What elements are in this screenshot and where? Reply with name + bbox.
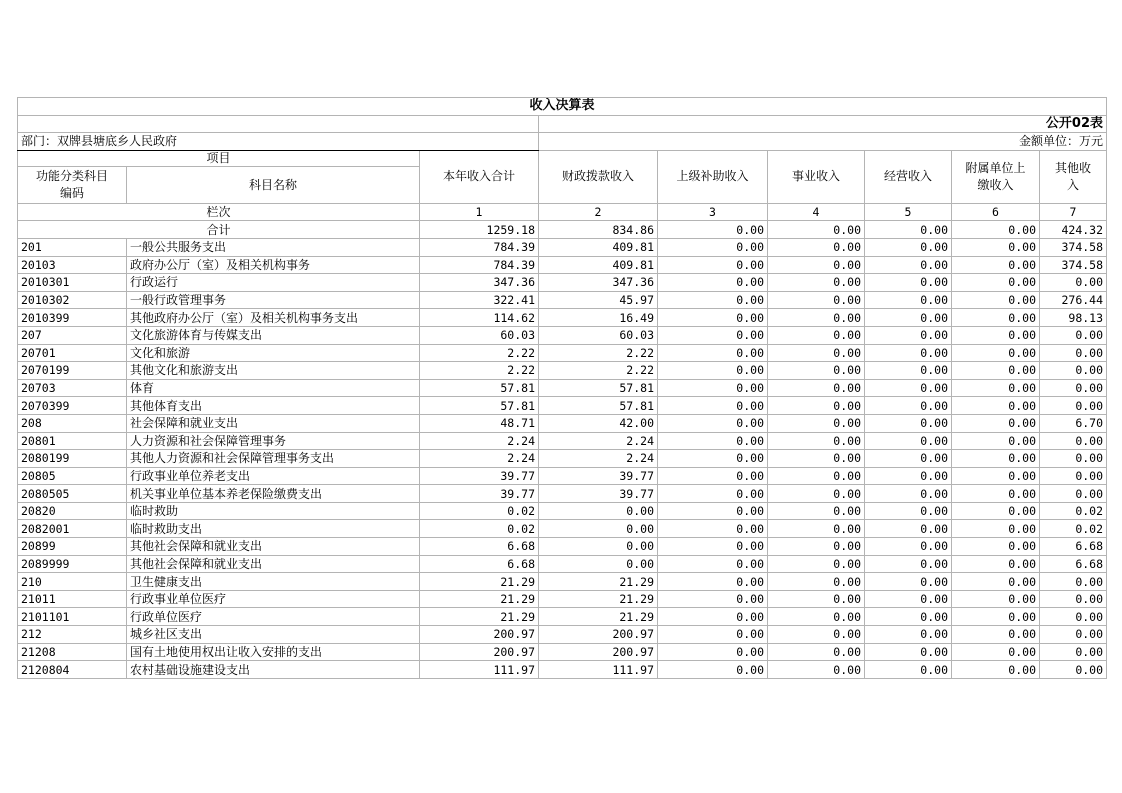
row-value: 6.68 [1040, 555, 1107, 573]
row-value: 2.22 [420, 362, 539, 380]
row-code: 20805 [18, 467, 127, 485]
row-code: 21011 [18, 590, 127, 608]
row-value: 0.00 [865, 432, 952, 450]
row-value: 0.00 [865, 520, 952, 538]
row-value: 0.00 [539, 502, 658, 520]
row-value: 0.00 [865, 590, 952, 608]
row-name: 人力资源和社会保障管理事务 [127, 432, 420, 450]
row-value: 0.00 [1040, 643, 1107, 661]
row-value: 0.00 [768, 432, 865, 450]
total-value: 0.00 [658, 221, 768, 239]
row-value: 0.00 [865, 362, 952, 380]
row-value: 2.22 [539, 344, 658, 362]
row-value: 0.00 [768, 502, 865, 520]
row-value: 0.00 [768, 344, 865, 362]
table-row [18, 485, 1107, 503]
row-value: 2.24 [539, 432, 658, 450]
row-value: 48.71 [420, 414, 539, 432]
row-value: 0.00 [768, 555, 865, 573]
row-value: 0.00 [539, 538, 658, 556]
row-value: 0.00 [952, 432, 1040, 450]
row-value: 0.00 [865, 256, 952, 274]
row-value: 347.36 [420, 274, 539, 292]
row-code: 2010399 [18, 309, 127, 327]
row-value: 0.00 [768, 414, 865, 432]
row-code: 212 [18, 626, 127, 644]
row-value: 0.00 [952, 238, 1040, 256]
row-value: 0.00 [952, 520, 1040, 538]
row-value: 0.00 [768, 309, 865, 327]
row-value: 0.00 [865, 414, 952, 432]
header-name: 科目名称 [127, 166, 420, 203]
row-value: 0.00 [865, 344, 952, 362]
row-code: 20701 [18, 344, 127, 362]
row-value: 0.00 [865, 467, 952, 485]
row-value: 57.81 [420, 379, 539, 397]
row-value: 21.29 [420, 590, 539, 608]
row-code: 208 [18, 414, 127, 432]
row-value: 21.29 [539, 573, 658, 591]
row-value: 0.00 [952, 467, 1040, 485]
row-value: 0.00 [658, 432, 768, 450]
row-code: 2080505 [18, 485, 127, 503]
row-value: 0.00 [658, 626, 768, 644]
total-value: 1259.18 [420, 221, 539, 239]
row-code: 2082001 [18, 520, 127, 538]
form-number-spacer [18, 115, 539, 133]
title-row [18, 98, 1107, 116]
table-row [18, 643, 1107, 661]
header-col-5: 经营收入 [865, 150, 952, 203]
row-value: 0.00 [768, 661, 865, 679]
row-code: 2070199 [18, 362, 127, 380]
total-label: 合计 [18, 221, 420, 239]
row-value: 0.00 [768, 397, 865, 415]
row-value: 0.00 [658, 362, 768, 380]
row-value: 0.00 [658, 238, 768, 256]
row-value: 0.00 [1040, 661, 1107, 679]
header-item: 项目 [18, 150, 420, 166]
table-row [18, 590, 1107, 608]
column-number-label: 栏次 [18, 203, 420, 221]
row-value: 0.00 [1040, 379, 1107, 397]
row-value: 0.00 [658, 643, 768, 661]
row-value: 0.00 [768, 467, 865, 485]
row-value: 0.00 [768, 643, 865, 661]
row-value: 0.00 [658, 291, 768, 309]
row-code: 20820 [18, 502, 127, 520]
row-value: 0.00 [1040, 362, 1107, 380]
row-value: 0.00 [952, 326, 1040, 344]
table-row [18, 274, 1107, 292]
table-row [18, 238, 1107, 256]
row-code: 2010301 [18, 274, 127, 292]
row-name: 国有土地使用权出让收入安排的支出 [127, 643, 420, 661]
row-value: 0.00 [658, 309, 768, 327]
department-label: 部门：双牌县塘底乡人民政府 [18, 133, 539, 151]
row-value: 98.13 [1040, 309, 1107, 327]
row-value: 0.00 [658, 326, 768, 344]
row-value: 21.29 [539, 590, 658, 608]
row-value: 16.49 [539, 309, 658, 327]
table-row [18, 309, 1107, 327]
row-value: 200.97 [420, 626, 539, 644]
row-value: 60.03 [539, 326, 658, 344]
row-value: 0.00 [658, 344, 768, 362]
row-value: 0.00 [865, 326, 952, 344]
header-col-4: 事业收入 [768, 150, 865, 203]
row-value: 2.24 [420, 432, 539, 450]
row-value: 0.00 [768, 362, 865, 380]
row-value: 0.00 [658, 555, 768, 573]
row-name: 社会保障和就业支出 [127, 414, 420, 432]
row-value: 39.77 [420, 485, 539, 503]
row-value: 0.00 [1040, 467, 1107, 485]
row-value: 6.68 [420, 555, 539, 573]
row-name: 文化旅游体育与传媒支出 [127, 326, 420, 344]
row-value: 0.00 [865, 608, 952, 626]
row-code: 201 [18, 238, 127, 256]
row-value: 114.62 [420, 309, 539, 327]
header-code: 功能分类科目编码 [18, 166, 127, 203]
row-value: 200.97 [420, 643, 539, 661]
row-value: 39.77 [420, 467, 539, 485]
row-value: 0.00 [952, 379, 1040, 397]
row-value: 784.39 [420, 256, 539, 274]
table-row [18, 256, 1107, 274]
row-value: 0.00 [952, 291, 1040, 309]
row-value: 0.00 [865, 379, 952, 397]
table-row [18, 414, 1107, 432]
row-name: 行政事业单位养老支出 [127, 467, 420, 485]
row-value: 0.00 [952, 502, 1040, 520]
column-number: 1 [420, 203, 539, 221]
row-value: 57.81 [420, 397, 539, 415]
row-value: 0.00 [658, 661, 768, 679]
row-value: 0.00 [768, 238, 865, 256]
row-code: 2120804 [18, 661, 127, 679]
total-value: 424.32 [1040, 221, 1107, 239]
row-value: 0.00 [1040, 326, 1107, 344]
table-row [18, 432, 1107, 450]
row-value: 57.81 [539, 379, 658, 397]
row-value: 0.00 [768, 291, 865, 309]
table-row [18, 538, 1107, 556]
row-value: 0.00 [768, 590, 865, 608]
row-value: 0.00 [865, 643, 952, 661]
row-value: 21.29 [420, 573, 539, 591]
column-number: 5 [865, 203, 952, 221]
row-value: 6.70 [1040, 414, 1107, 432]
row-value: 0.00 [952, 485, 1040, 503]
row-value: 0.00 [768, 485, 865, 503]
total-row [18, 221, 1107, 239]
row-value: 0.00 [865, 291, 952, 309]
row-code: 2089999 [18, 555, 127, 573]
row-value: 0.00 [768, 256, 865, 274]
row-name: 行政单位医疗 [127, 608, 420, 626]
row-value: 0.00 [865, 538, 952, 556]
row-value: 0.00 [658, 502, 768, 520]
row-value: 21.29 [539, 608, 658, 626]
row-value: 0.00 [658, 397, 768, 415]
row-value: 374.58 [1040, 238, 1107, 256]
row-value: 0.00 [952, 274, 1040, 292]
row-name: 一般公共服务支出 [127, 238, 420, 256]
row-value: 784.39 [420, 238, 539, 256]
row-value: 0.00 [952, 362, 1040, 380]
row-value: 0.00 [952, 555, 1040, 573]
row-value: 0.00 [658, 573, 768, 591]
row-value: 0.00 [658, 538, 768, 556]
row-value: 0.00 [952, 414, 1040, 432]
row-name: 其他人力资源和社会保障管理事务支出 [127, 450, 420, 468]
row-code: 2070399 [18, 397, 127, 415]
row-name: 政府办公厅（室）及相关机构事务 [127, 256, 420, 274]
row-code: 207 [18, 326, 127, 344]
row-value: 2.24 [420, 450, 539, 468]
row-value: 2.24 [539, 450, 658, 468]
column-number: 2 [539, 203, 658, 221]
row-value: 0.00 [865, 626, 952, 644]
table-row [18, 362, 1107, 380]
header-col-1: 本年收入合计 [420, 150, 539, 203]
table-row [18, 379, 1107, 397]
table-row [18, 291, 1107, 309]
row-code: 2101101 [18, 608, 127, 626]
row-value: 0.00 [1040, 626, 1107, 644]
row-value: 0.00 [658, 590, 768, 608]
row-value: 39.77 [539, 485, 658, 503]
row-name: 一般行政管理事务 [127, 291, 420, 309]
table-row [18, 626, 1107, 644]
form-number-row [18, 115, 1107, 133]
row-value: 0.00 [952, 661, 1040, 679]
table-row [18, 397, 1107, 415]
row-name: 临时救助 [127, 502, 420, 520]
header-row-1 [18, 150, 1107, 166]
row-code: 20801 [18, 432, 127, 450]
row-value: 2.22 [539, 362, 658, 380]
row-value: 0.00 [658, 414, 768, 432]
row-value: 45.97 [539, 291, 658, 309]
row-value: 0.00 [768, 520, 865, 538]
row-value: 0.00 [865, 450, 952, 468]
row-value: 0.00 [539, 520, 658, 538]
row-value: 0.00 [952, 309, 1040, 327]
row-value: 6.68 [420, 538, 539, 556]
row-value: 0.00 [952, 643, 1040, 661]
row-value: 111.97 [420, 661, 539, 679]
row-value: 0.00 [952, 538, 1040, 556]
row-value: 6.68 [1040, 538, 1107, 556]
column-number: 3 [658, 203, 768, 221]
row-code: 210 [18, 573, 127, 591]
row-name: 其他社会保障和就业支出 [127, 555, 420, 573]
row-name: 其他文化和旅游支出 [127, 362, 420, 380]
row-value: 0.00 [865, 274, 952, 292]
row-value: 0.00 [865, 485, 952, 503]
table-row [18, 573, 1107, 591]
row-value: 0.00 [952, 573, 1040, 591]
row-value: 39.77 [539, 467, 658, 485]
row-value: 0.00 [865, 502, 952, 520]
column-number-row [18, 203, 1107, 221]
header-col-2: 财政拨款收入 [539, 150, 658, 203]
row-value: 0.00 [768, 326, 865, 344]
income-statement-table [17, 97, 1107, 679]
row-value: 2.22 [420, 344, 539, 362]
row-code: 21208 [18, 643, 127, 661]
row-value: 21.29 [420, 608, 539, 626]
row-value: 0.00 [768, 450, 865, 468]
row-value: 0.00 [865, 397, 952, 415]
row-value: 0.00 [768, 538, 865, 556]
row-value: 347.36 [539, 274, 658, 292]
row-value: 0.00 [1040, 608, 1107, 626]
row-value: 0.00 [865, 555, 952, 573]
row-value: 0.00 [658, 274, 768, 292]
table-row [18, 467, 1107, 485]
row-value: 0.00 [658, 485, 768, 503]
row-value: 0.00 [952, 608, 1040, 626]
row-value: 0.00 [658, 379, 768, 397]
table-row [18, 450, 1107, 468]
row-value: 0.00 [1040, 344, 1107, 362]
row-value: 0.00 [865, 309, 952, 327]
row-code: 2010302 [18, 291, 127, 309]
column-number: 6 [952, 203, 1040, 221]
row-name: 行政事业单位医疗 [127, 590, 420, 608]
row-value: 0.00 [865, 238, 952, 256]
row-value: 200.97 [539, 643, 658, 661]
row-value: 409.81 [539, 256, 658, 274]
row-value: 0.00 [658, 520, 768, 538]
row-value: 0.00 [1040, 485, 1107, 503]
row-value: 0.02 [420, 502, 539, 520]
table-row [18, 520, 1107, 538]
total-value: 0.00 [952, 221, 1040, 239]
row-value: 0.00 [952, 450, 1040, 468]
table-row [18, 326, 1107, 344]
row-value: 0.00 [1040, 274, 1107, 292]
row-code: 20899 [18, 538, 127, 556]
table-row [18, 555, 1107, 573]
row-name: 临时救助支出 [127, 520, 420, 538]
table-row [18, 608, 1107, 626]
row-value: 111.97 [539, 661, 658, 679]
unit-label: 金额单位：万元 [539, 133, 1107, 151]
row-value: 0.00 [865, 573, 952, 591]
row-name: 城乡社区支出 [127, 626, 420, 644]
row-value: 0.02 [1040, 502, 1107, 520]
row-name: 农村基础设施建设支出 [127, 661, 420, 679]
total-value: 0.00 [768, 221, 865, 239]
row-value: 0.00 [1040, 397, 1107, 415]
row-name: 体育 [127, 379, 420, 397]
row-value: 0.00 [1040, 590, 1107, 608]
row-value: 0.00 [768, 626, 865, 644]
row-value: 42.00 [539, 414, 658, 432]
row-value: 0.02 [1040, 520, 1107, 538]
row-value: 57.81 [539, 397, 658, 415]
row-value: 0.00 [952, 397, 1040, 415]
row-value: 0.00 [768, 573, 865, 591]
row-value: 0.00 [768, 379, 865, 397]
form-number: 公开02表 [539, 115, 1107, 133]
row-value: 0.00 [1040, 573, 1107, 591]
row-value: 0.00 [539, 555, 658, 573]
row-value: 0.00 [1040, 450, 1107, 468]
row-name: 其他社会保障和就业支出 [127, 538, 420, 556]
row-value: 60.03 [420, 326, 539, 344]
row-name: 文化和旅游 [127, 344, 420, 362]
row-name: 行政运行 [127, 274, 420, 292]
header-col-3: 上级补助收入 [658, 150, 768, 203]
row-code: 20703 [18, 379, 127, 397]
total-value: 0.00 [865, 221, 952, 239]
row-name: 卫生健康支出 [127, 573, 420, 591]
row-value: 0.00 [768, 608, 865, 626]
row-value: 0.02 [420, 520, 539, 538]
row-value: 0.00 [1040, 432, 1107, 450]
row-value: 374.58 [1040, 256, 1107, 274]
row-value: 0.00 [658, 256, 768, 274]
row-value: 0.00 [658, 450, 768, 468]
row-value: 0.00 [658, 467, 768, 485]
row-name: 其他体育支出 [127, 397, 420, 415]
table-row [18, 661, 1107, 679]
row-code: 2080199 [18, 450, 127, 468]
column-number: 7 [1040, 203, 1107, 221]
row-value: 409.81 [539, 238, 658, 256]
table-row [18, 502, 1107, 520]
row-value: 0.00 [865, 661, 952, 679]
row-value: 0.00 [952, 256, 1040, 274]
row-name: 其他政府办公厅（室）及相关机构事务支出 [127, 309, 420, 327]
row-code: 20103 [18, 256, 127, 274]
row-value: 0.00 [768, 274, 865, 292]
department-row [18, 133, 1107, 151]
row-value: 0.00 [952, 626, 1040, 644]
total-value: 834.86 [539, 221, 658, 239]
header-col-7: 其他收入 [1040, 150, 1107, 203]
row-value: 200.97 [539, 626, 658, 644]
table-title: 收入决算表 [18, 98, 1107, 116]
row-value: 322.41 [420, 291, 539, 309]
row-name: 机关事业单位基本养老保险缴费支出 [127, 485, 420, 503]
column-number: 4 [768, 203, 865, 221]
row-value: 276.44 [1040, 291, 1107, 309]
row-value: 0.00 [952, 344, 1040, 362]
row-value: 0.00 [952, 590, 1040, 608]
header-col-6: 附属单位上缴收入 [952, 150, 1040, 203]
table-row [18, 344, 1107, 362]
row-value: 0.00 [658, 608, 768, 626]
